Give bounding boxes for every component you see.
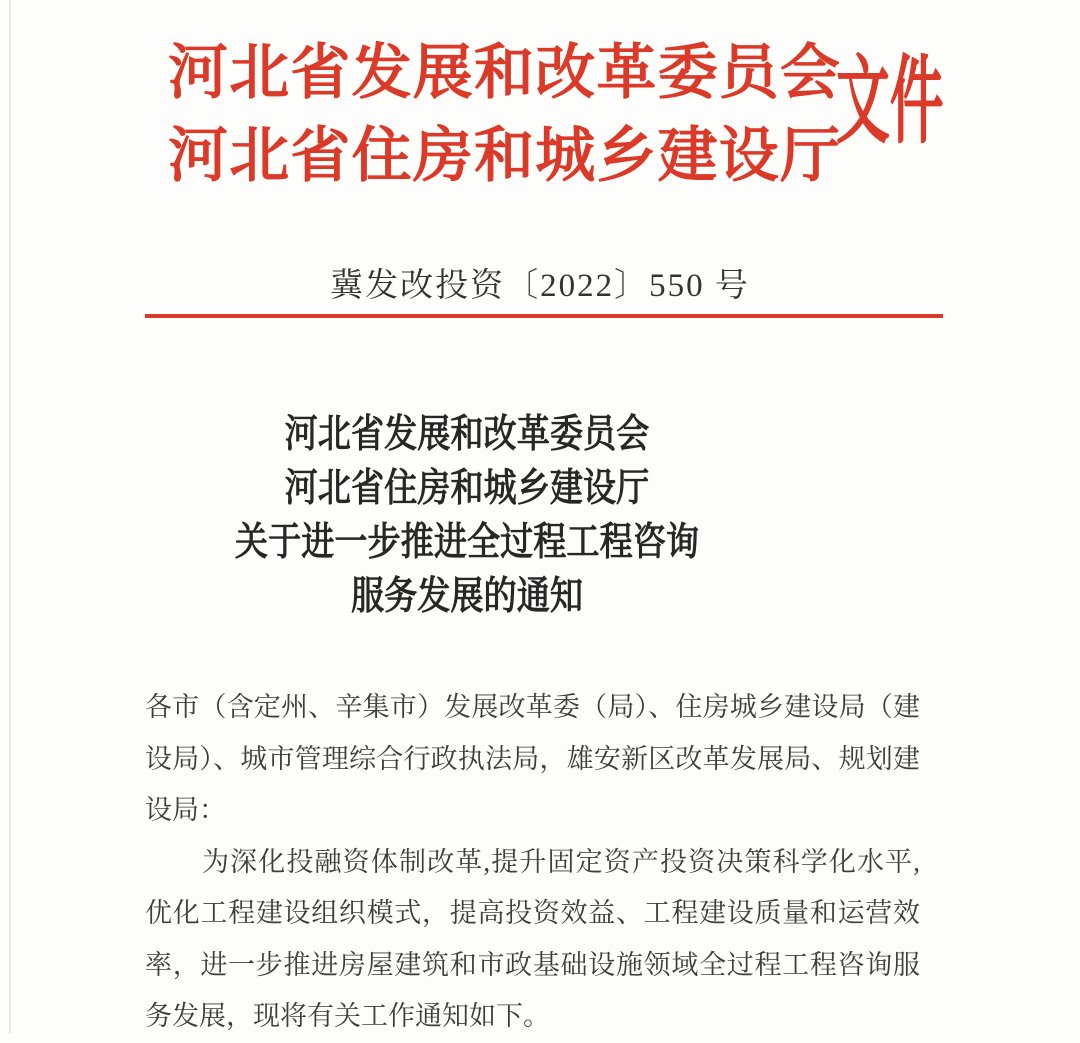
issuing-org-names	[168, 32, 840, 198]
document-body	[145, 682, 920, 1043]
body-line-2: 设局）、城市管理综合行政执法局，雄安新区改革发展局、规划建	[145, 743, 920, 774]
body-line-5: 优化工程建设组织模式，提高投资效益、工程建设质量和运营效	[145, 898, 920, 928]
body-line-7: 务发展，现将有关工作通知如下。	[145, 1001, 550, 1031]
body-line-3: 设局：	[145, 795, 226, 825]
red-divider-line	[145, 314, 943, 318]
document-type-label: 文件	[836, 48, 944, 155]
document-title	[195, 408, 739, 624]
org-name-line-1: 河北省发展和改革委员会	[168, 40, 840, 106]
body-line-6: 率，进一步推进房屋建筑和市政基础设施领域全过程工程咨询服	[145, 949, 920, 980]
title-line-1: 河北省发展和改革委员会	[284, 413, 650, 456]
document-number: 冀发改投资〔2022〕550 号	[330, 268, 750, 304]
org-name-line-2: 河北省住房和城乡建设厅	[168, 123, 840, 189]
title-line-2: 河北省住房和城乡建设厅	[284, 467, 650, 510]
title-line-4: 服务发展的通知	[350, 575, 584, 618]
body-line-1: 各市（含定州、辛集市）发展改革委（局）、住房城乡建设局（建	[145, 692, 920, 722]
title-line-3: 关于进一步推进全过程工程咨询	[234, 521, 700, 564]
body-line-4: 为深化投融资体制改革,提升固定资产投资决策科学化水平,	[202, 846, 920, 877]
scan-edge-artifact	[9, 0, 11, 1033]
